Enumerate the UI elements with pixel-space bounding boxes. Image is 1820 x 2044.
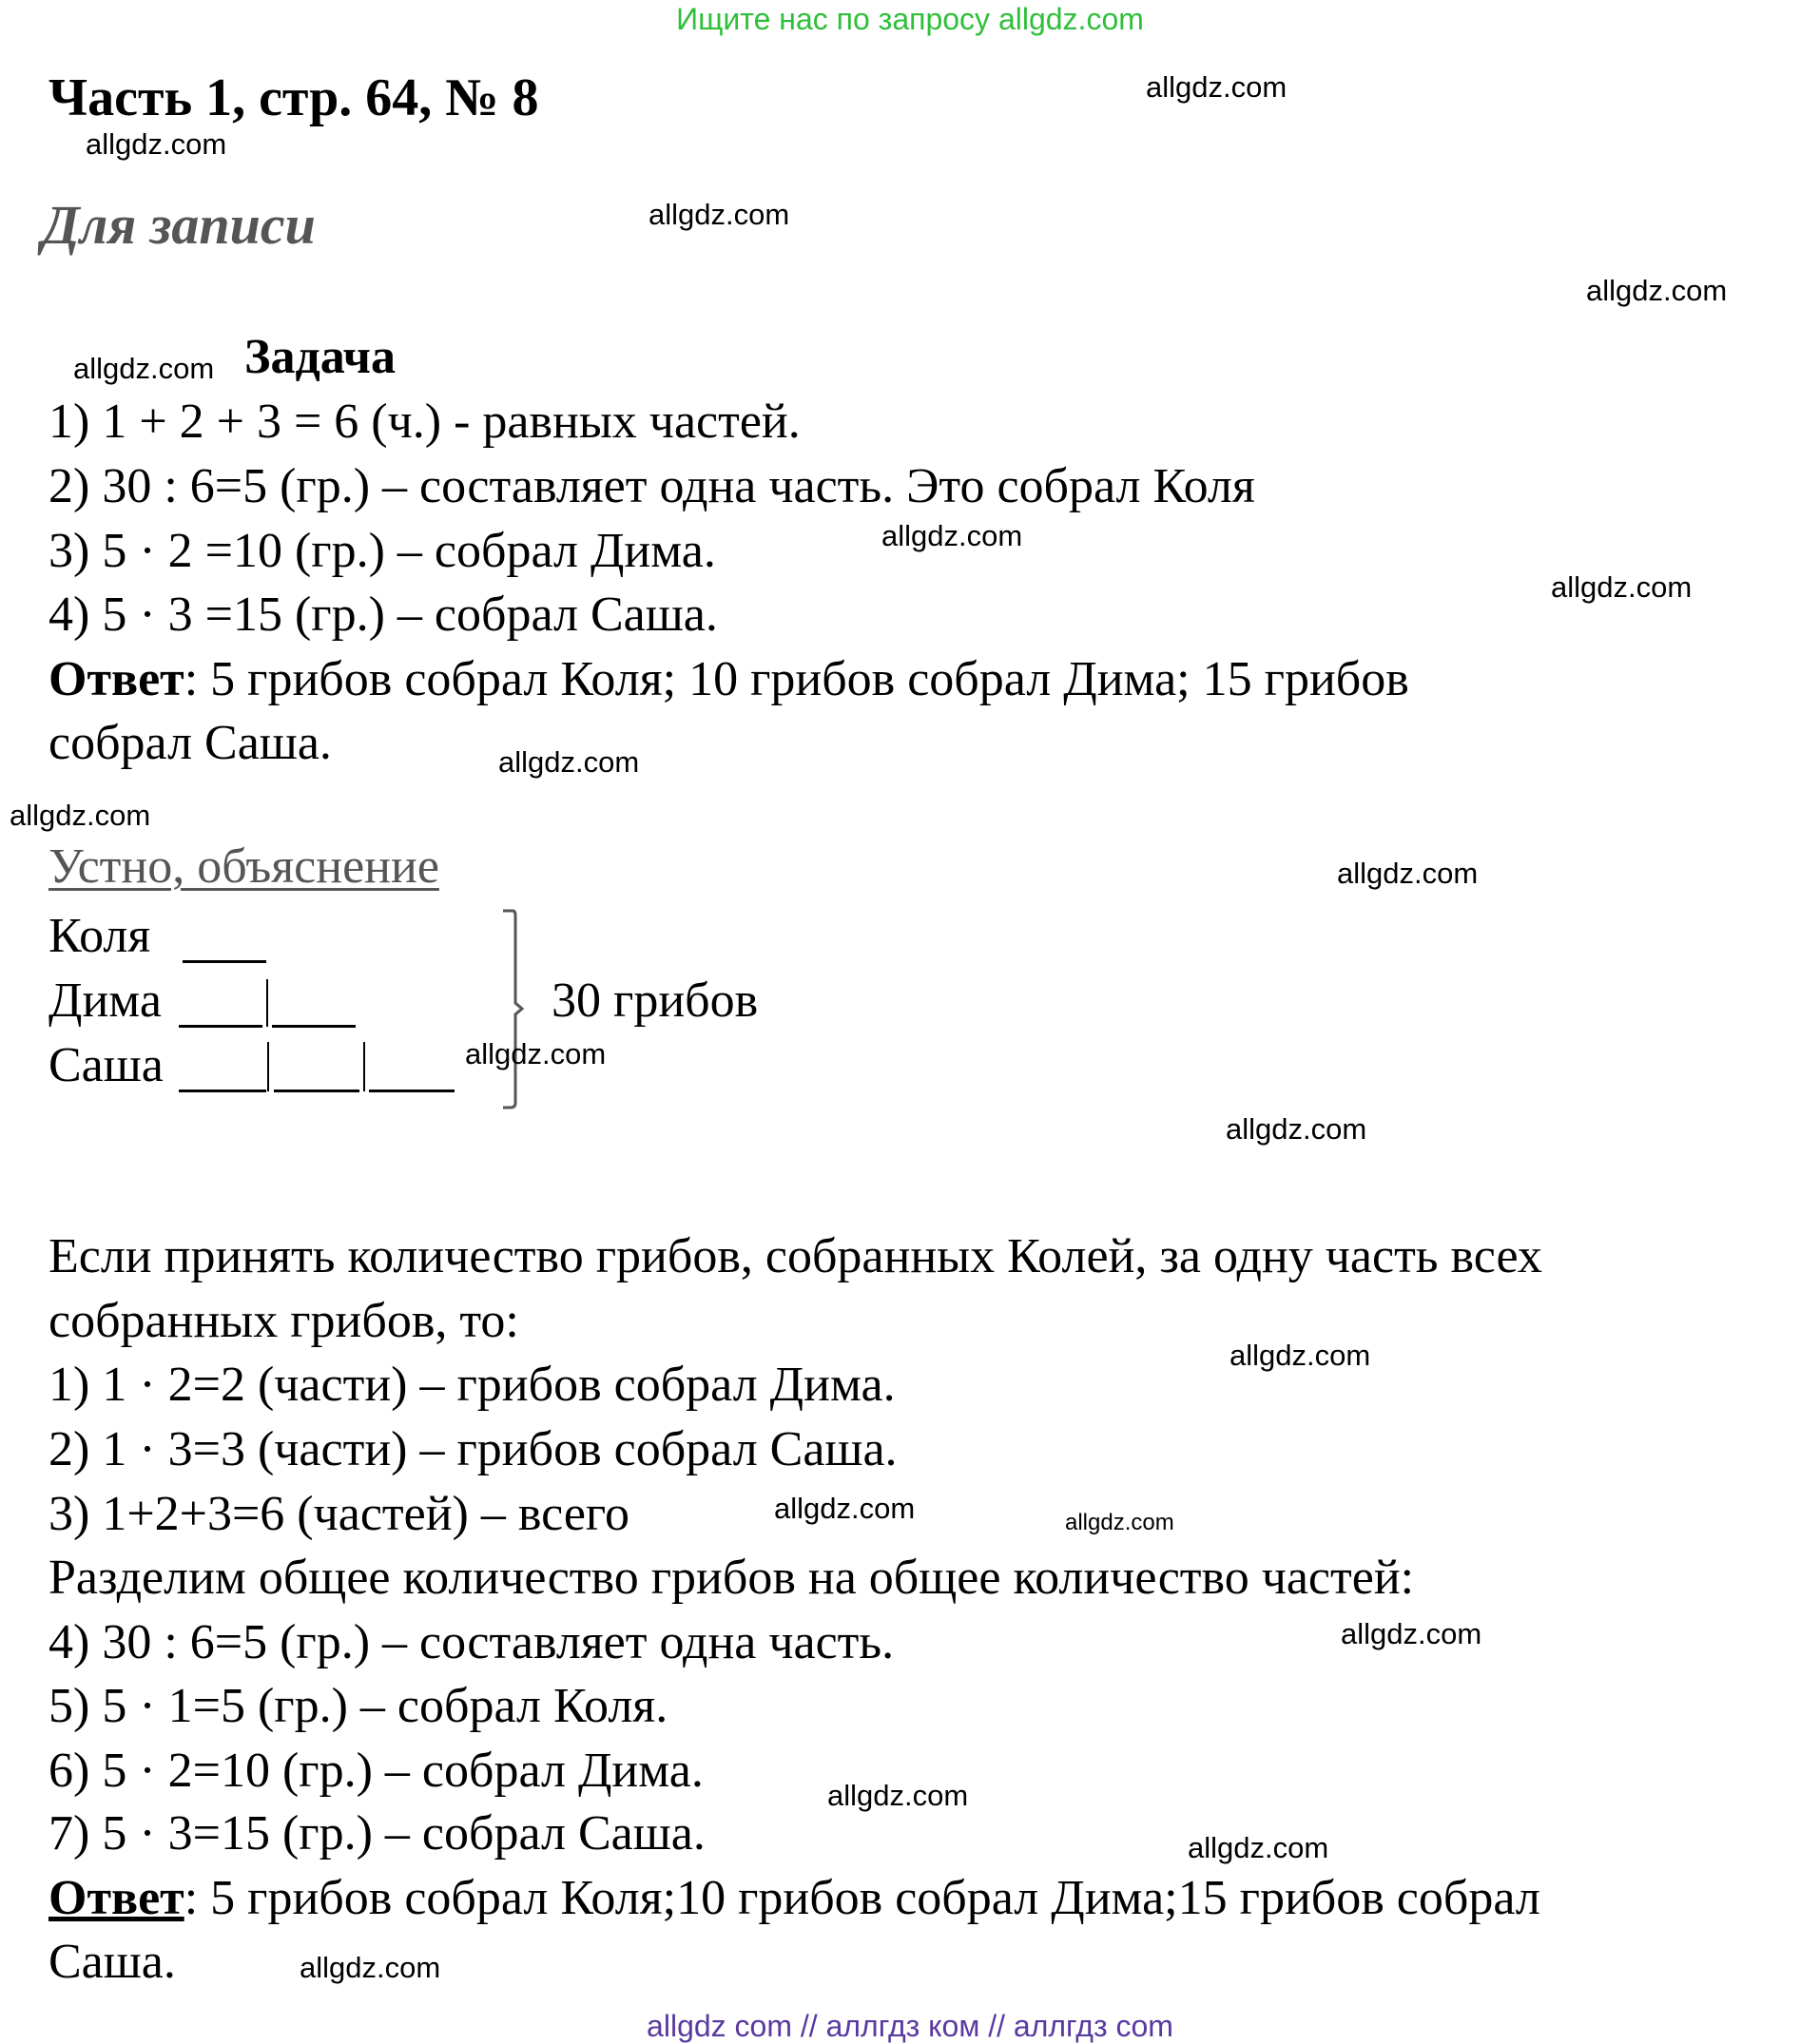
oral-heading: Устно, объяснение xyxy=(48,839,439,894)
answer-label: Ответ xyxy=(48,652,184,706)
answer-label: Ответ xyxy=(48,1871,184,1925)
segment-sasha-1 xyxy=(179,1089,266,1092)
task-heading: Задача xyxy=(244,330,396,384)
task-answer-cont: собрал Саша. xyxy=(48,716,332,770)
top-banner: Ищите нас по запросу allgdz.com xyxy=(676,2,1144,36)
watermark: allgdz.com xyxy=(1229,1339,1371,1372)
explanation-line: 3) 1+2+3=6 (частей) – всего xyxy=(48,1487,629,1541)
task-step: 3) 5 · 2 =10 (гр.) – собрал Дима. xyxy=(48,524,716,578)
segment-dima-1 xyxy=(179,1025,262,1028)
explanation-line: собранных грибов, то: xyxy=(48,1294,519,1348)
watermark: allgdz.com xyxy=(10,799,151,832)
segment-dima-2 xyxy=(272,1025,356,1028)
watermark: allgdz.com xyxy=(881,519,1023,552)
watermark: allgdz.com xyxy=(1551,570,1693,604)
watermark: allgdz.com xyxy=(1226,1112,1367,1146)
explanation-line: 4) 30 : 6=5 (гр.) – составляет одна часть. xyxy=(48,1615,895,1669)
footer-links[interactable]: allgdz com // аллгдз ком // аллгдз com xyxy=(647,2009,1173,2043)
page-title: Часть 1, стр. 64, № 8 xyxy=(48,68,539,127)
watermark: allgdz.com xyxy=(498,745,640,779)
segment-divider xyxy=(267,1042,269,1091)
explanation-answer-cont: Саша. xyxy=(48,1935,176,1989)
diagram-total: 30 грибов xyxy=(552,974,759,1028)
explanation-line: Разделим общее количество грибов на общее количество частей: xyxy=(48,1551,1415,1605)
task-step: 4) 5 · 3 =15 (гр.) – собрал Саша. xyxy=(48,588,718,642)
explanation-answer xyxy=(48,1870,1540,1927)
explanation-line: 6) 5 · 2=10 (гр.) – собрал Дима. xyxy=(48,1744,704,1798)
diagram-label-dima: Дима xyxy=(48,974,162,1028)
segment-sasha-3 xyxy=(369,1089,455,1092)
diagram-label-sasha: Саша xyxy=(48,1038,164,1092)
watermark: allgdz.com xyxy=(1341,1617,1482,1650)
section-subtitle: Для записи xyxy=(42,194,316,256)
answer-text: : 5 грибов собрал Коля;10 грибов собрал Дима;15 грибов собрал xyxy=(184,1871,1540,1925)
watermark: allgdz.com xyxy=(649,198,790,231)
watermark: allgdz.com xyxy=(1146,70,1288,104)
watermark: allgdz.com xyxy=(827,1779,969,1812)
watermark: allgdz.com xyxy=(465,1037,607,1070)
watermark: allgdz.com xyxy=(300,1951,441,1984)
segment-kolya xyxy=(183,960,266,963)
watermark: allgdz.com xyxy=(1188,1831,1329,1864)
watermark: allgdz.com xyxy=(1586,274,1728,307)
task-answer xyxy=(48,651,1409,708)
task-step: 2) 30 : 6=5 (гр.) – составляет одна часть. Это собрал Коля xyxy=(48,459,1255,513)
explanation-line: 5) 5 · 1=5 (гр.) – собрал Коля. xyxy=(48,1679,668,1733)
segment-divider xyxy=(363,1042,365,1091)
task-step: 1) 1 + 2 + 3 = 6 (ч.) - равных частей. xyxy=(48,395,801,449)
watermark: allgdz.com xyxy=(1337,857,1479,890)
explanation-line: 1) 1 · 2=2 (части) – грибов собрал Дима. xyxy=(48,1358,896,1412)
answer-text: : 5 грибов собрал Коля; 10 грибов собрал Дима; 15 грибов xyxy=(184,652,1409,706)
watermark: allgdz.com xyxy=(774,1492,916,1525)
explanation-line: 7) 5 · 3=15 (гр.) – собрал Саша. xyxy=(48,1806,706,1861)
segment-divider xyxy=(266,979,268,1027)
watermark: allgdz.com xyxy=(73,352,215,385)
segment-sasha-2 xyxy=(274,1089,359,1092)
watermark: allgdz.com xyxy=(86,127,227,161)
explanation-line: Если принять количество грибов, собранных Колей, за одну часть всех xyxy=(48,1229,1542,1283)
watermark: allgdz.com xyxy=(1065,1510,1174,1535)
explanation-line: 2) 1 · 3=3 (части) – грибов собрал Саша. xyxy=(48,1422,898,1476)
curly-bracket-icon xyxy=(499,908,537,1112)
diagram-label-kolya: Коля xyxy=(48,909,151,963)
